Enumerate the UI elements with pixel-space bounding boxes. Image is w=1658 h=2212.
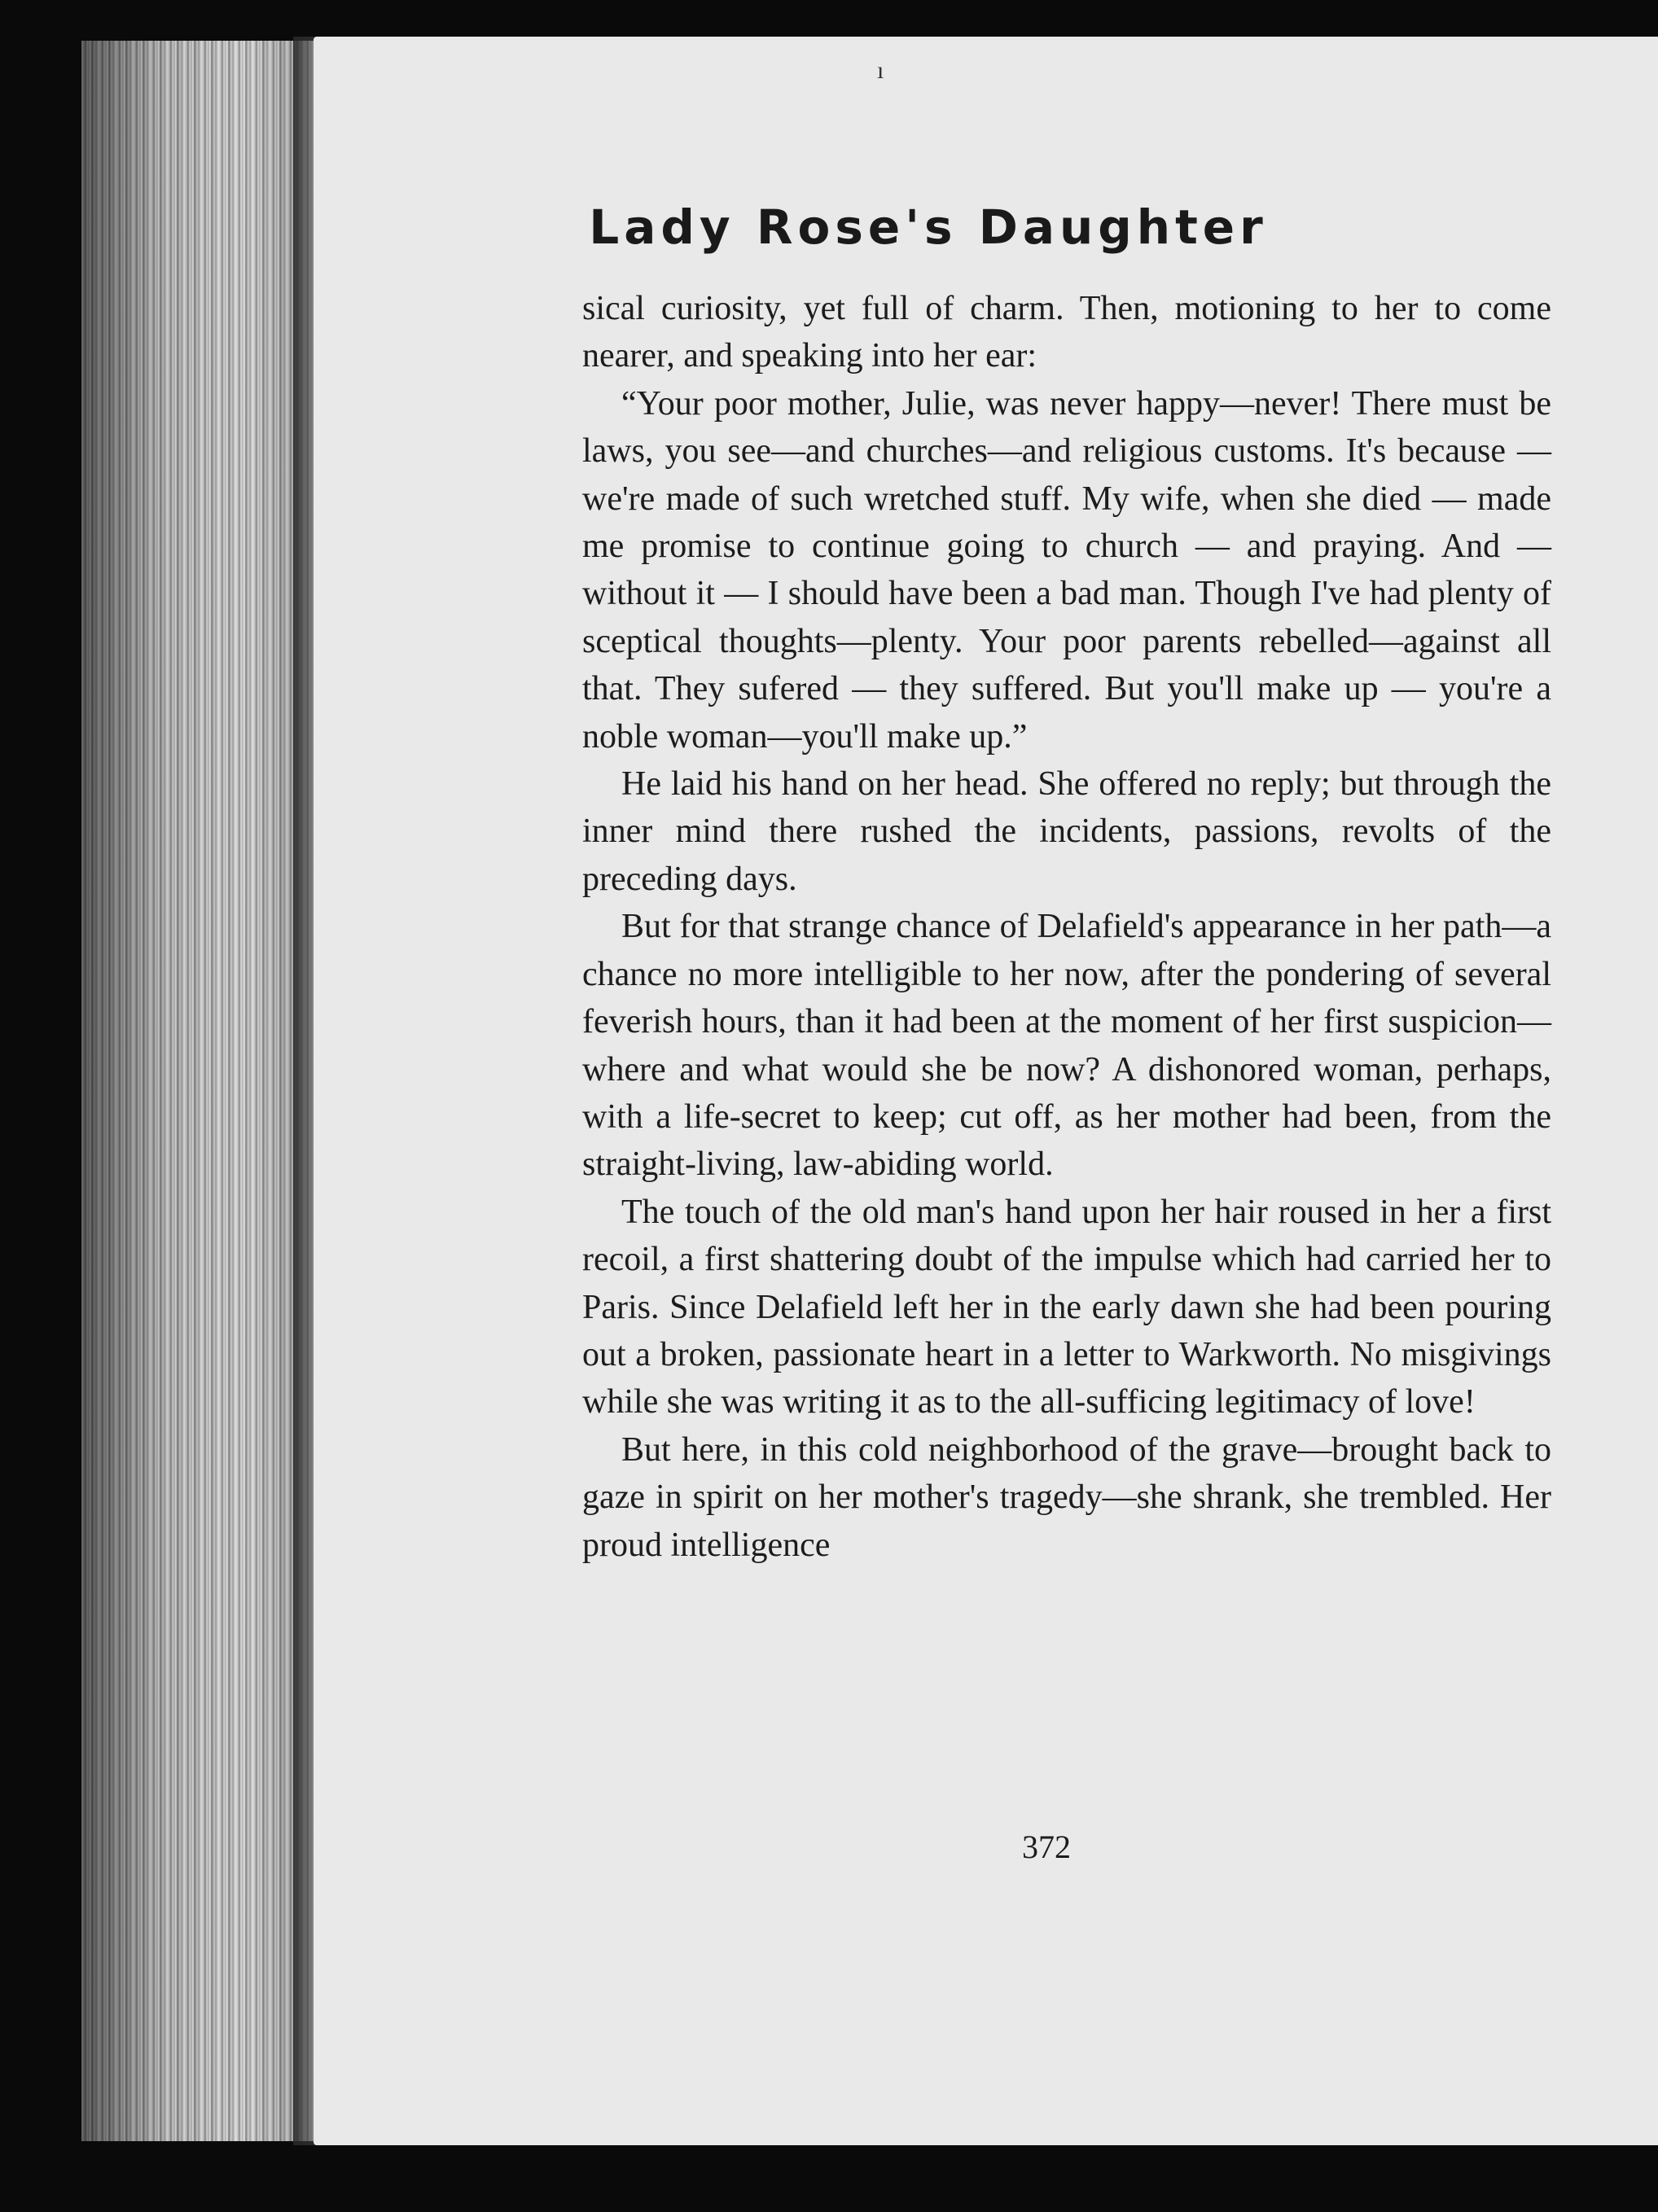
running-head: Lady Rose's Daughter (589, 199, 1268, 255)
paragraph-2: “Your poor mother, Julie, was never happy—never! There must be laws, you see—and churches—and religious customs. It's because — we're made of such wretched stuff. My wife, when she died — made me promise to continue going to church — and praying. And — without it — I should have been a bad man. Though I've had plenty of sceptical thoughts—plenty. Your poor parents rebelled—against all that. They sufered — they suffered. But you'll make up — you're a noble woman—you'll make up.” (582, 384, 1551, 756)
body-text (582, 285, 1551, 1569)
paragraph-6: But here, in this cold neighborhood of the grave—brought back to gaze in spirit on her mother's tragedy—she shrank, she trembled. Her proud intelligence (582, 1430, 1551, 1564)
paragraph-3: He laid his hand on her head. She offered no reply; but through the inner mind there rushed the incidents, passions, revolts of the preceding days. (582, 765, 1551, 898)
paragraph-4: But for that strange chance of Delafield's appearance in her path—a chance no more intelligible to her now, after the pondering of several feverish hours, than it had been at the moment of her first suspicion—where and what would she be now? A dishonored woman, perhaps, with a life-secret to keep; cut off, as her mother had been, from the straight-living, law-abiding world. (582, 908, 1551, 1184)
paragraph-1: sical curiosity, yet full of charm. Then, motioning to her to come nearer, and speaking into her ear: (582, 290, 1551, 375)
page-speck: ı (877, 57, 884, 84)
book-fore-edge (81, 41, 318, 2141)
paragraph-5: The touch of the old man's hand upon her hair roused in her a first recoil, a first shattering doubt of the impulse which had carried her to Paris. Since Delafield left her in the early dawn she had been pouring out a broken, passionate heart in a letter to Warkworth. No misgivings while she was writing it as to the all-sufficing legitimacy of love! (582, 1193, 1551, 1421)
page-number: 372 (1022, 1829, 1071, 1865)
